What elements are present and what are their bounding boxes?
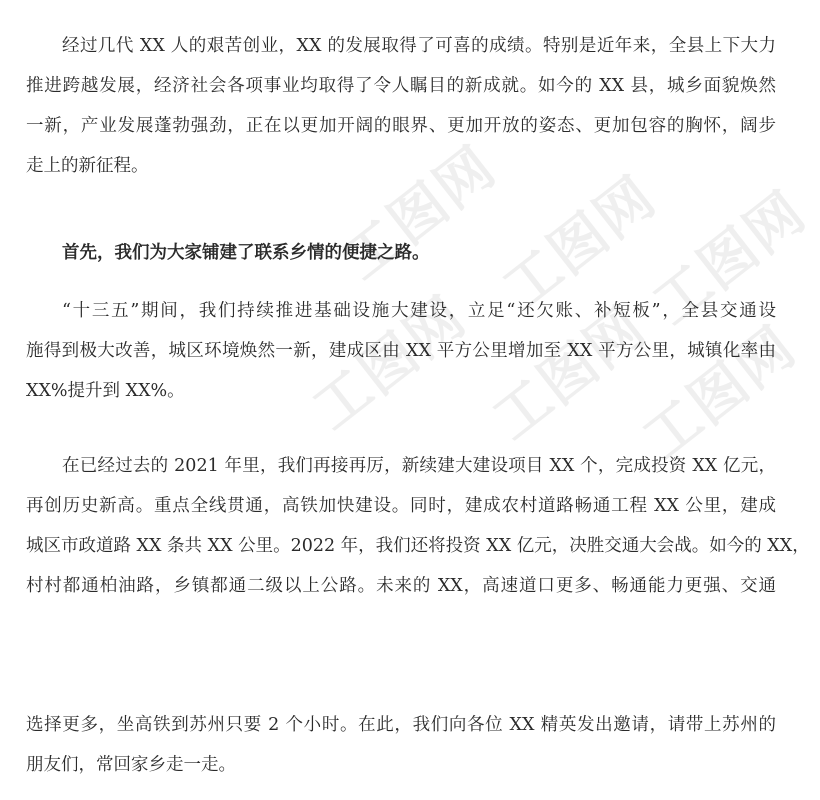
paragraph-thirteenth-five-year xyxy=(26,291,776,411)
watermark: 工图网 xyxy=(331,134,509,293)
paragraph-invitation xyxy=(26,705,776,785)
text-line: 走上的新征程。 xyxy=(26,156,149,176)
watermark: 工图网 xyxy=(301,284,479,443)
watermark: 工图网 xyxy=(491,164,669,323)
section-heading xyxy=(26,233,776,273)
text-line: 朋友们，常回家乡走一走。 xyxy=(26,755,236,775)
heading-text: 首先，我们为大家铺建了联系乡情的便捷之路。 xyxy=(62,243,430,263)
watermark: 工图网 xyxy=(631,314,809,473)
paragraph-2021 xyxy=(26,446,810,606)
text-line: 一新，产业发展蓬勃强劲，正在以更加开阔的眼界、更加开放的姿态、更加包容的胸怀，阔步 xyxy=(26,116,776,136)
text-line: “十三五”期间，我们持续推进基础设施大建设，立足“还欠账、补短板”，全县交通设 xyxy=(62,301,776,321)
text-line: 城区市政道路 XX 条共 XX 公里。2022 年，我们还将投资 XX 亿元，决胜交通大会战。如今的 XX， xyxy=(26,536,810,556)
text-line: 在已经过去的 2021 年里，我们再接再厉，新续建大建设项目 XX 个，完成投资 XX 亿元， xyxy=(62,456,776,476)
text-line: 推进跨越发展，经济社会各项事业均取得了令人瞩目的新成就。如今的 XX 县，城乡面貌焕然 xyxy=(26,76,776,96)
text-line: 施得到极大改善，城区环境焕然一新，建成区由 XX 平方公里增加至 XX 平方公里，城镇化率由 xyxy=(26,341,776,361)
text-line: 选择更多，坐高铁到苏州只要 2 个小时。在此，我们向各位 XX 精英发出邀请，请带上苏州的 xyxy=(26,715,776,735)
watermark: 工图网 xyxy=(481,294,659,453)
paragraph-intro xyxy=(26,26,776,186)
watermark: 工图网 xyxy=(641,179,819,338)
text-line: 村村都通柏油路，乡镇都通二级以上公路。未来的 XX，高速道口更多、畅通能力更强、交通 xyxy=(26,576,776,596)
text-line: 经过几代 XX 人的艰苦创业，XX 的发展取得了可喜的成绩。特别是近年来，全县上下大力 xyxy=(62,36,776,56)
text-line: 再创历史新高。重点全线贯通，高铁加快建设。同时，建成农村道路畅通工程 XX 公里，建成 xyxy=(26,496,776,516)
text-line: XX%提升到 XX%。 xyxy=(26,381,185,401)
